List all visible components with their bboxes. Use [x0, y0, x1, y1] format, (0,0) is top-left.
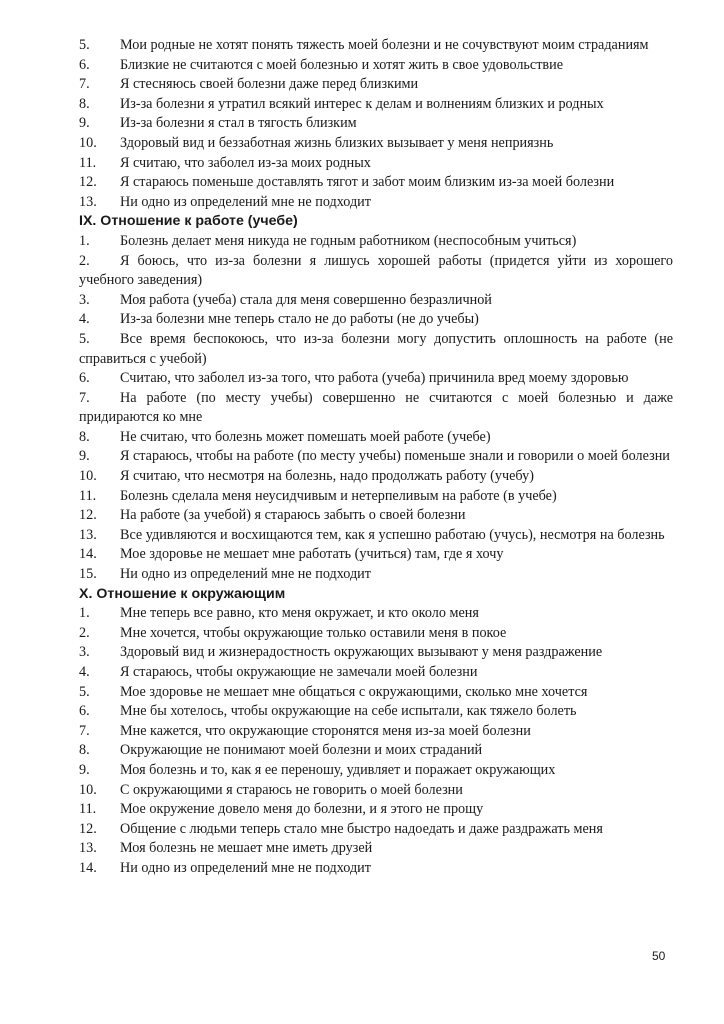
- item-text: Мне теперь все равно, кто меня окружает, и кто около меня: [120, 605, 479, 622]
- list-item: [79, 114, 673, 134]
- item-text: Окружающие не понимают моей болезни и моих страданий: [120, 742, 483, 759]
- item-number: 3.: [79, 291, 90, 308]
- item-text: Мое окружение довело меня до болезни, и я этого не прощу: [120, 801, 484, 818]
- item-number: 13.: [79, 526, 97, 543]
- list-item: [79, 36, 673, 56]
- list-item: [79, 56, 673, 76]
- item-text: Я боюсь, что из-за болезни я лишусь хорошей работы (придется уйти из хорошего учебного заведения): [79, 252, 673, 289]
- list-item: [79, 389, 673, 428]
- item-number: 3.: [79, 644, 90, 661]
- item-number: 14.: [79, 859, 97, 876]
- item-number: 8.: [79, 742, 90, 759]
- item-number: 1.: [79, 232, 90, 249]
- item-number: 2.: [79, 624, 90, 641]
- item-text: Ни одно из определений мне не подходит: [120, 193, 371, 210]
- item-number: 12.: [79, 820, 97, 837]
- list-item: [79, 781, 673, 801]
- item-text: Все время беспокоюсь, что из-за болезни могу допустить оплошность на работе (не справиться с учебой): [79, 330, 673, 367]
- item-number: 8.: [79, 95, 90, 112]
- item-number: 6.: [79, 703, 90, 720]
- list-item: [79, 565, 673, 585]
- item-text: Здоровый вид и жизнерадостность окружающих вызывают у меня раздражение: [120, 644, 603, 661]
- item-number: 9.: [79, 761, 90, 778]
- list-item: [79, 702, 673, 722]
- item-text: Из-за болезни мне теперь стало не до работы (не до учебы): [120, 311, 479, 328]
- list-item: [79, 506, 673, 526]
- item-number: 13.: [79, 840, 97, 857]
- list-item: [79, 487, 673, 507]
- item-text: На работе (за учебой) я стараюсь забыть о своей болезни: [120, 507, 466, 524]
- item-number: 11.: [79, 154, 97, 171]
- item-number: 4.: [79, 311, 90, 328]
- document-page: [79, 36, 673, 879]
- section-ix-list: [79, 232, 673, 585]
- list-item: [79, 310, 673, 330]
- list-item: [79, 643, 673, 663]
- item-number: 13.: [79, 193, 97, 210]
- list-item: [79, 800, 673, 820]
- item-number: 10.: [79, 468, 97, 485]
- item-number: 9.: [79, 115, 90, 132]
- list-item: [79, 663, 673, 683]
- item-text: Я стараюсь, чтобы на работе (по месту учебы) поменьше знали и говорили о моей болезни: [120, 448, 670, 465]
- list-item: [79, 252, 673, 291]
- item-number: 10.: [79, 134, 97, 151]
- list-item: [79, 624, 673, 644]
- item-number: 6.: [79, 370, 90, 387]
- item-number: 12.: [79, 174, 97, 191]
- item-text: Не считаю, что болезнь может помешать моей работе (учебе): [120, 428, 491, 445]
- item-number: 6.: [79, 56, 90, 73]
- list-item: [79, 761, 673, 781]
- item-text: Я стесняюсь своей болезни даже перед близкими: [120, 76, 419, 93]
- list-item: [79, 683, 673, 703]
- list-item: [79, 154, 673, 174]
- item-text: Я считаю, что заболел из-за моих родных: [120, 154, 371, 171]
- item-text: Ни одно из определений мне не подходит: [120, 566, 371, 583]
- item-text: Я стараюсь поменьше доставлять тягот и забот моим близким из-за моей болезни: [120, 174, 615, 191]
- item-number: 9.: [79, 448, 90, 465]
- item-text: С окружающими я стараюсь не говорить о моей болезни: [120, 781, 463, 798]
- list-item: [79, 330, 673, 369]
- section-ix-heading: IX. Отношение к работе (учебе): [79, 213, 298, 230]
- item-number: 12.: [79, 507, 97, 524]
- list-item: [79, 839, 673, 859]
- item-text: На работе (по месту учебы) совершенно не считаются с моей болезнью и даже придираются ко мне: [79, 389, 673, 426]
- list-item: [79, 447, 673, 467]
- item-number: 10.: [79, 781, 97, 798]
- list-item: [79, 859, 673, 879]
- item-text: Мне бы хотелось, чтобы окружающие на себе испытали, как тяжело болеть: [120, 703, 577, 720]
- item-number: 4.: [79, 664, 90, 680]
- list-item: [79, 232, 673, 252]
- item-text: Я считаю, что несмотря на болезнь, надо продолжать работу (учебу): [120, 468, 534, 485]
- list-item: [79, 369, 673, 389]
- list-item: [79, 604, 673, 624]
- item-number: 5.: [79, 330, 90, 347]
- list-item: [79, 741, 673, 761]
- item-text: Болезнь делает меня никуда не годным работником (неспособным учиться): [120, 232, 577, 249]
- list-item: [79, 193, 673, 213]
- item-number: 7.: [79, 389, 90, 406]
- item-text: Я стараюсь, чтобы окружающие не замечали моей болезни: [120, 664, 478, 680]
- item-text: Мое здоровье не мешает мне работать (учиться) там, где я хочу: [120, 546, 504, 563]
- list-item: [79, 820, 673, 840]
- item-text: Все удивляются и восхищаются тем, как я успешно работаю (учусь), несмотря на болезнь: [120, 526, 665, 543]
- item-number: 5.: [79, 683, 90, 700]
- item-number: 11.: [79, 801, 97, 818]
- list-item: [79, 291, 673, 311]
- item-number: 15.: [79, 566, 97, 583]
- list-item: [79, 75, 673, 95]
- list-item: [79, 95, 673, 115]
- item-number: 8.: [79, 428, 90, 445]
- list-item: [79, 173, 673, 193]
- page-number: 50: [652, 949, 666, 963]
- item-text: Из-за болезни я утратил всякий интерес к делам и волнениям близких и родных: [120, 95, 604, 112]
- list-item: [79, 467, 673, 487]
- list-item: [79, 428, 673, 448]
- item-number: 1.: [79, 605, 90, 622]
- item-number: 14.: [79, 546, 97, 563]
- item-text: Считаю, что заболел из-за того, что работа (учеба) причинила вред моему здоровью: [120, 370, 629, 387]
- item-number: 2.: [79, 252, 90, 269]
- item-number: 7.: [79, 76, 90, 93]
- section-x-heading: X. Отношение к окружающим: [79, 585, 286, 602]
- list-item: [79, 722, 673, 742]
- item-text: Мне хочется, чтобы окружающие только оставили меня в покое: [120, 624, 507, 641]
- item-text: Здоровый вид и беззаботная жизнь близких вызывает у меня неприязнь: [120, 134, 554, 151]
- item-text: Моя болезнь не мешает мне иметь друзей: [120, 840, 373, 857]
- item-text: Моя болезнь и то, как я ее переношу, удивляет и поражает окружающих: [120, 761, 556, 778]
- item-text: Болезнь сделала меня неусидчивым и нетерпеливым на работе (в учебе): [120, 487, 557, 504]
- item-number: 7.: [79, 722, 90, 739]
- item-text: Из-за болезни я стал в тягость близким: [120, 115, 357, 132]
- item-number: 11.: [79, 487, 97, 504]
- item-text: Мои родные не хотят понять тяжесть моей болезни и не сочувствуют моим страданиям: [120, 37, 649, 53]
- section-viii-list: [79, 36, 673, 212]
- list-item: [79, 134, 673, 154]
- item-text: Моя работа (учеба) стала для меня совершенно безразличной: [120, 291, 492, 308]
- item-text: Ни одно из определений мне не подходит: [120, 859, 371, 876]
- item-text: Мое здоровье не мешает мне общаться с окружающими, сколько мне хочется: [120, 683, 588, 700]
- item-text: Близкие не считаются с моей болезнью и хотят жить в свое удовольствие: [120, 56, 563, 73]
- list-item: [79, 526, 673, 546]
- item-text: Мне кажется, что окружающие сторонятся меня из-за моей болезни: [120, 722, 531, 739]
- section-x-list: [79, 604, 673, 878]
- list-item: [79, 545, 673, 565]
- item-text: Общение с людьми теперь стало мне быстро надоедать и даже раздражать меня: [120, 820, 603, 837]
- item-number: 5.: [79, 37, 90, 53]
